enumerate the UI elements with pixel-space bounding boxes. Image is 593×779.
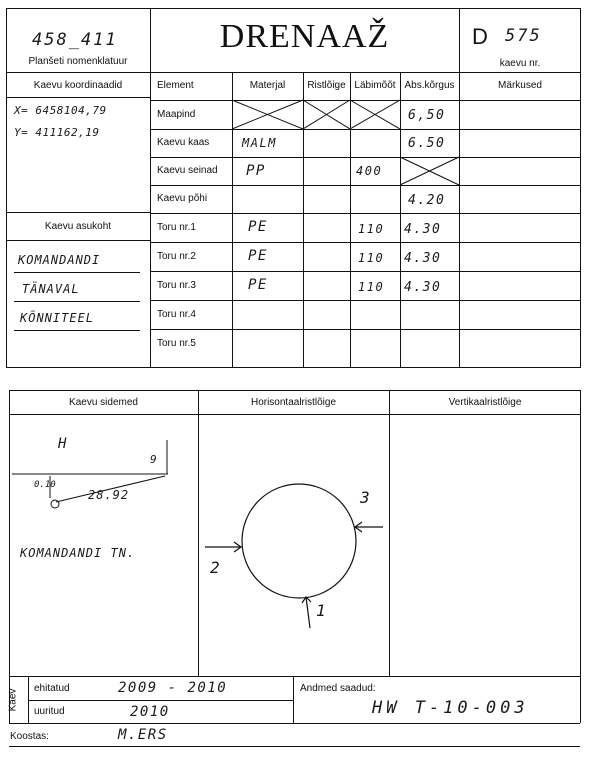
location-label: Kaevu asukoht (44, 221, 112, 232)
location-line-3: KÕNNITEEL (20, 311, 95, 325)
header-element: Element (157, 80, 194, 91)
cell-bottom-elevation: 4.20 (408, 193, 446, 208)
location-line-1: KOMANDANDI (18, 253, 101, 267)
row-label-lid: Kaevu kaas (157, 137, 210, 148)
header-elevation: Abs.kõrgus (404, 80, 455, 91)
location-line-2: TÄNAVAL (22, 282, 80, 296)
cell-pipe2-material: PE (248, 248, 268, 264)
row-label-pipe-1: Toru nr.1 (157, 222, 196, 233)
row-label-bottom: Kaevu põhi (157, 193, 208, 204)
footer-mid-divider (293, 677, 294, 723)
well-number: 575 (505, 26, 542, 46)
footer-bottom-line (9, 723, 580, 724)
cell-pipe1-elevation: 4.30 (404, 222, 442, 237)
cell-pipe1-material: PE (248, 219, 268, 235)
tie-side-dimension: 9 (150, 453, 159, 466)
surveyed-label: uuritud (34, 706, 65, 717)
row-label-pipe-2: Toru nr.2 (157, 251, 196, 262)
tie-small-dimension: 0.10 (34, 480, 56, 490)
street-name: KOMANDANDI TN. (20, 546, 136, 560)
horizontal-section-heading: Horisontaalristlõige (250, 397, 337, 408)
nomenclature-value: 458_411 (32, 30, 118, 50)
row-label-pipe-5: Toru nr.5 (157, 338, 196, 349)
header-diameter: Läbimõõt (354, 80, 396, 91)
row-label-ground: Maapind (157, 109, 196, 120)
cell-pipe3-material: PE (248, 277, 268, 293)
data-source-value: HW T-10-003 (372, 698, 529, 718)
well-number-label: kaevu nr. (499, 58, 541, 69)
author-value: M.ERS (118, 727, 168, 743)
cell-walls-material: PP (246, 163, 266, 179)
ties-heading: Kaevu sidemed (69, 397, 138, 408)
footer-side-label: Kaev (7, 688, 19, 712)
vertical-section-heading: Vertikaalristlõige (448, 397, 522, 408)
coord-y: Y= 411162,19 (14, 126, 100, 139)
cell-ground-elevation: 6,50 (408, 108, 446, 123)
cell-pipe3-diameter: 110 (358, 280, 385, 294)
cell-pipe3-elevation: 4.30 (404, 280, 442, 295)
footer-right-edge (580, 677, 581, 723)
cell-pipe2-diameter: 110 (358, 251, 385, 265)
tie-point-label: H (58, 436, 68, 452)
coord-x: X= 6458104,79 (14, 104, 107, 117)
header-notes: Märkused (498, 80, 542, 91)
coords-label: Kaevu koordinaadid (33, 80, 123, 91)
row-label-walls: Kaevu seinad (157, 165, 218, 176)
data-source-label: Andmed saadud: (300, 683, 376, 694)
row-label-pipe-3: Toru nr.3 (157, 280, 196, 291)
tie-distance: 28.92 (88, 488, 130, 502)
signature-line (9, 746, 580, 747)
surveyed-value: 2010 (130, 704, 170, 720)
built-label: ehitatud (34, 683, 70, 694)
built-value: 2009 - 2010 (118, 680, 228, 696)
footer-mid-line (28, 700, 293, 701)
cell-lid-material: MALM (242, 136, 277, 150)
cell-pipe1-diameter: 110 (358, 222, 385, 236)
header-cross-section: Ristlõige (307, 80, 346, 91)
nomenclature-label: Planšeti nomenklatuur (28, 56, 128, 67)
row-label-pipe-4: Toru nr.4 (157, 309, 196, 320)
cell-walls-diameter: 400 (356, 164, 383, 178)
document-title: DRENAAŽ (219, 18, 390, 55)
cell-lid-elevation: 6.50 (408, 136, 446, 151)
well-prefix: D (472, 24, 488, 49)
cell-pipe2-elevation: 4.30 (404, 251, 442, 266)
author-label: Koostas: (10, 731, 49, 742)
header-material: Materjal (249, 80, 286, 91)
pipe-label-1: 1 (316, 601, 328, 620)
pipe-label-3: 3 (360, 488, 372, 507)
pipe-label-2: 2 (210, 558, 222, 577)
